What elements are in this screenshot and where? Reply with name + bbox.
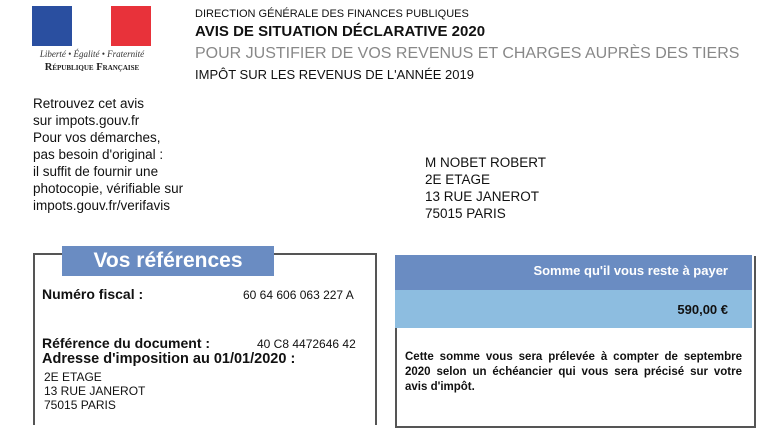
document-title: AVIS DE SITUATION DÉCLARATIVE 2020 [195, 23, 486, 40]
fiscal-number-value: 60 64 606 063 227 A [243, 288, 354, 302]
notice-line: il suffit de fournir une [33, 164, 159, 179]
recipient-line: 75015 PARIS [425, 206, 506, 221]
marianne-logo [32, 6, 151, 46]
recipient-line: 13 RUE JANEROT [425, 189, 540, 204]
logo-name: République Française [44, 62, 140, 73]
payment-amount: 590,00 € [395, 290, 752, 328]
fiscal-number-label: Numéro fiscal : [42, 286, 144, 302]
notice-text [33, 95, 183, 214]
document-subtitle: POUR JUSTIFIER DE VOS REVENUS ET CHARGES AUPRÈS DES TIERS [195, 45, 740, 62]
notice-line: impots.gouv.fr/verifavis [33, 198, 171, 213]
notice-line: Pour vos démarches, [33, 130, 161, 145]
tax-address-line: 13 RUE JANEROT [44, 384, 146, 398]
tax-address [44, 370, 145, 412]
logo-motto: Liberté • Égalité • Fraternité [39, 49, 145, 59]
document-ref-value: 40 C8 4472646 42 [257, 337, 356, 351]
recipient-address [425, 154, 546, 222]
notice-line: pas besoin d'original : [33, 147, 164, 162]
recipient-line: M NOBET ROBERT [425, 155, 547, 170]
notice-line: Retrouvez cet avis [33, 96, 145, 111]
payment-heading: Somme qu'il vous reste à payer [395, 255, 752, 290]
notice-line: photocopie, vérifiable sur [33, 181, 184, 196]
tax-address-line: 2E ETAGE [44, 370, 102, 384]
references-heading: Vos références [62, 246, 274, 276]
document-ref-label: Référence du document : [42, 335, 211, 351]
recipient-line: 2E ETAGE [425, 172, 491, 187]
tax-address-line: 75015 PARIS [44, 398, 116, 412]
payment-text: Cette somme vous sera prélevée à compter de septembre 2020 selon un échéancier qui vous sera précisé sur votre avis d'impôt. [405, 351, 742, 393]
tax-year: IMPÔT SUR LES REVENUS DE L'ANNÉE 2019 [195, 67, 474, 82]
notice-line: sur impots.gouv.fr [33, 113, 140, 128]
tax-address-label: Adresse d'imposition au 01/01/2020 : [42, 351, 296, 367]
direction: DIRECTION GÉNÉRALE DES FINANCES PUBLIQUES [195, 8, 469, 20]
